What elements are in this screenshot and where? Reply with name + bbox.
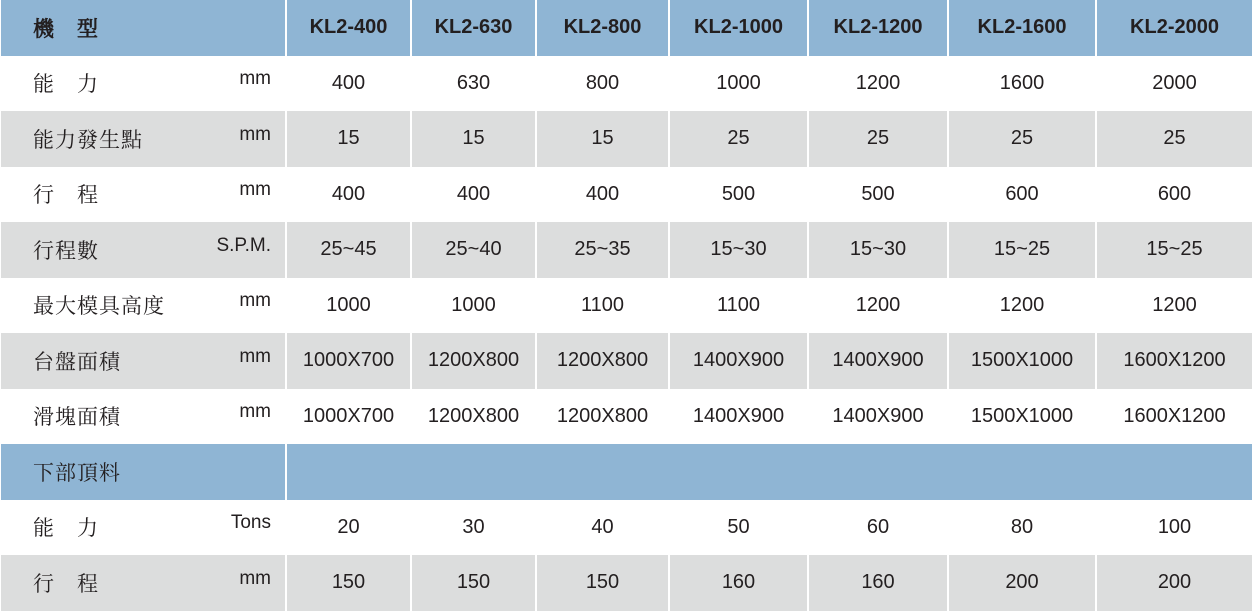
row-label: 能力發生點 [33, 127, 143, 152]
table-cell: 25 [808, 111, 948, 167]
table-cell: 1000 [286, 278, 411, 334]
table-cell: 1600 [948, 56, 1096, 112]
table-cell: 200 [948, 555, 1096, 611]
table-cell: 1200X800 [411, 389, 536, 445]
section-label-cell [1, 444, 286, 500]
model-header: KL2-2000 [1096, 0, 1252, 56]
table-cell: 1200 [808, 56, 948, 112]
table-cell: 1200 [808, 278, 948, 334]
table-cell: 600 [1096, 167, 1252, 223]
table-cell: 400 [536, 167, 669, 223]
table-cell: 1200 [948, 278, 1096, 334]
row-label: 行 程 [33, 183, 99, 208]
row-unit: mm [239, 401, 271, 423]
row-unit: mm [239, 179, 271, 201]
table-cell: 1000 [411, 278, 536, 334]
table-cell: 400 [286, 167, 411, 223]
row-label: 能 力 [33, 72, 99, 97]
table-cell: 1500X1000 [948, 389, 1096, 445]
table-cell: 25~40 [411, 222, 536, 278]
table-cell: 50 [669, 500, 808, 556]
table-cell: 40 [536, 500, 669, 556]
spec-row-strokes-per-minute [1, 222, 1252, 278]
table-cell: 1000X700 [286, 389, 411, 445]
spec-row-capacity-point [1, 111, 1252, 167]
table-cell: 400 [411, 167, 536, 223]
row-unit: mm [239, 123, 271, 145]
table-cell: 1200 [1096, 278, 1252, 334]
table-cell: 1000X700 [286, 333, 411, 389]
table-cell: 150 [536, 555, 669, 611]
table-cell: 15~25 [948, 222, 1096, 278]
row-label: 行程數 [33, 238, 99, 263]
table-cell: 15~30 [808, 222, 948, 278]
row-label: 最大模具高度 [33, 294, 165, 319]
table-cell: 60 [808, 500, 948, 556]
table-cell: 30 [411, 500, 536, 556]
table-cell: 25 [669, 111, 808, 167]
table-cell: 600 [948, 167, 1096, 223]
row-label-cell [1, 56, 286, 112]
spec-row-bolster-area [1, 333, 1252, 389]
table-cell: 150 [411, 555, 536, 611]
table-cell: 1200X800 [411, 333, 536, 389]
section-label: 下部頂料 [33, 460, 121, 485]
model-header: KL2-1600 [948, 0, 1096, 56]
table-cell: 1400X900 [808, 333, 948, 389]
table-cell: 15~30 [669, 222, 808, 278]
section-header-row [1, 444, 1252, 500]
table-cell: 150 [286, 555, 411, 611]
row-unit: Tons [230, 512, 271, 534]
table-cell: 630 [411, 56, 536, 112]
table-cell: 1400X900 [669, 389, 808, 445]
model-header: KL2-630 [411, 0, 536, 56]
model-header: KL2-400 [286, 0, 411, 56]
spec-row-stroke [1, 167, 1252, 223]
table-cell: 200 [1096, 555, 1252, 611]
table-cell: 400 [286, 56, 411, 112]
table-cell: 500 [669, 167, 808, 223]
table-cell: 1400X900 [808, 389, 948, 445]
table-cell: 20 [286, 500, 411, 556]
table-cell: 1200X800 [536, 333, 669, 389]
table-cell: 15 [286, 111, 411, 167]
table-cell: 500 [808, 167, 948, 223]
table-cell: 1600X1200 [1096, 333, 1252, 389]
row-unit: mm [239, 345, 271, 367]
table-cell: 1100 [536, 278, 669, 334]
header-label: 機 型 [33, 16, 99, 41]
table-cell: 25~35 [536, 222, 669, 278]
table-cell: 800 [536, 56, 669, 112]
row-label-cell [1, 278, 286, 334]
table-cell: 1400X900 [669, 333, 808, 389]
spec-row-ejector-stroke [1, 555, 1252, 611]
table-cell: 160 [808, 555, 948, 611]
table-cell: 2000 [1096, 56, 1252, 112]
table-cell: 15~25 [1096, 222, 1252, 278]
row-unit: S.P.M. [216, 234, 271, 256]
row-label-cell [1, 500, 286, 556]
row-label: 能 力 [33, 516, 99, 541]
table-cell: 15 [536, 111, 669, 167]
row-label-cell [1, 222, 286, 278]
spec-row-capacity [1, 56, 1252, 112]
table-cell: 25~45 [286, 222, 411, 278]
row-unit: mm [239, 567, 271, 589]
header-label-cell [1, 0, 286, 56]
table-cell: 1600X1200 [1096, 389, 1252, 445]
table-cell: 1000 [669, 56, 808, 112]
table-cell: 1200X800 [536, 389, 669, 445]
row-label-cell [1, 167, 286, 223]
model-header: KL2-1200 [808, 0, 948, 56]
table-cell: 1100 [669, 278, 808, 334]
table-cell: 160 [669, 555, 808, 611]
spec-row-slide-area [1, 389, 1252, 445]
table-cell: 1500X1000 [948, 333, 1096, 389]
row-label-cell [1, 389, 286, 445]
row-unit: mm [239, 68, 271, 90]
row-unit: mm [239, 290, 271, 312]
model-header: KL2-800 [536, 0, 669, 56]
table-cell: 25 [1096, 111, 1252, 167]
table-cell: 25 [948, 111, 1096, 167]
section-filler [286, 444, 1252, 500]
table-cell: 100 [1096, 500, 1252, 556]
spec-table [1, 0, 1252, 611]
header-row [1, 0, 1252, 56]
table-cell: 80 [948, 500, 1096, 556]
row-label: 滑塊面積 [33, 405, 121, 430]
row-label: 台盤面積 [33, 349, 121, 374]
row-label: 行 程 [33, 571, 99, 596]
table-cell: 15 [411, 111, 536, 167]
row-label-cell [1, 111, 286, 167]
model-header: KL2-1000 [669, 0, 808, 56]
row-label-cell [1, 555, 286, 611]
spec-row-ejector-capacity [1, 500, 1252, 556]
row-label-cell [1, 333, 286, 389]
spec-row-die-height [1, 278, 1252, 334]
